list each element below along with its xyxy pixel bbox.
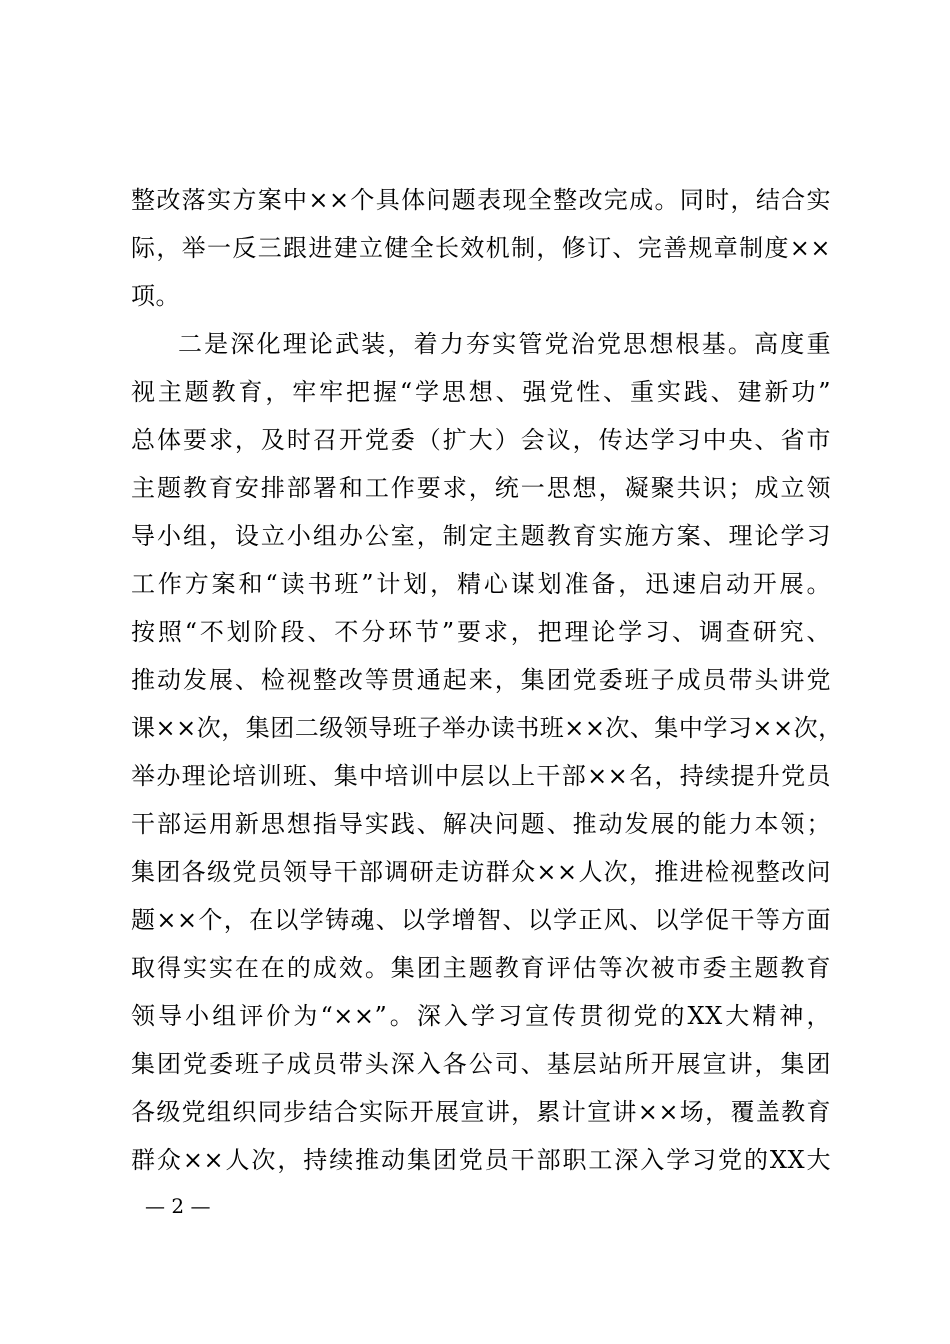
text-line: 题××个，在以学铸魂、以学增智、以学正风、以学促干等方面	[131, 906, 831, 934]
text-line: 集团党委班子成员带头深入各公司、基层站所开展宣讲，集团	[131, 1050, 831, 1078]
text-line: 视主题教育，牢牢把握“学思想、强党性、重实践、建新功”	[131, 378, 831, 406]
text-line: 项。	[131, 282, 180, 310]
text-line: 举办理论培训班、集中培训中层以上干部××名，持续提升党员	[131, 762, 831, 790]
text-line: 主题教育安排部署和工作要求，统一思想，凝聚共识；成立领	[131, 474, 831, 502]
text-line: 总体要求，及时召开党委（扩大）会议，传达学习中央、省市	[131, 426, 831, 454]
text-line: 取得实实在在的成效。集团主题教育评估等次被市委主题教育	[131, 954, 831, 982]
page-number: — 2 —	[145, 1194, 211, 1218]
text-line: 按照“不划阶段、不分环节”要求，把理论学习、调查研究、	[131, 618, 831, 646]
text-line: 际，举一反三跟进建立健全长效机制，修订、完善规章制度××	[131, 234, 831, 262]
paragraph-first-line: 二是深化理论武装，着力夯实管党治党思想根基。高度重	[178, 330, 831, 358]
text-line: 课××次，集团二级领导班子举办读书班××次、集中学习××次，	[131, 714, 843, 742]
text-line: 导小组，设立小组办公室，制定主题教育实施方案、理论学习	[131, 522, 831, 550]
text-line: 群众××人次，持续推动集团党员干部职工深入学习党的XX大	[131, 1146, 831, 1174]
text-line: 整改落实方案中××个具体问题表现全整改完成。同时，结合实	[131, 186, 831, 214]
text-line: 各级党组织同步结合实际开展宣讲，累计宣讲××场，覆盖教育	[131, 1098, 831, 1126]
text-line: 干部运用新思想指导实践、解决问题、推动发展的能力本领；	[131, 810, 831, 838]
text-line: 推动发展、检视整改等贯通起来，集团党委班子成员带头讲党	[131, 666, 831, 694]
text-line: 领导小组评价为“××”。深入学习宣传贯彻党的XX大精神，	[131, 1002, 831, 1030]
text-line: 集团各级党员领导干部调研走访群众××人次，推进检视整改问	[131, 858, 831, 886]
text-line: 工作方案和“读书班”计划，精心谋划准备，迅速启动开展。	[131, 570, 831, 598]
